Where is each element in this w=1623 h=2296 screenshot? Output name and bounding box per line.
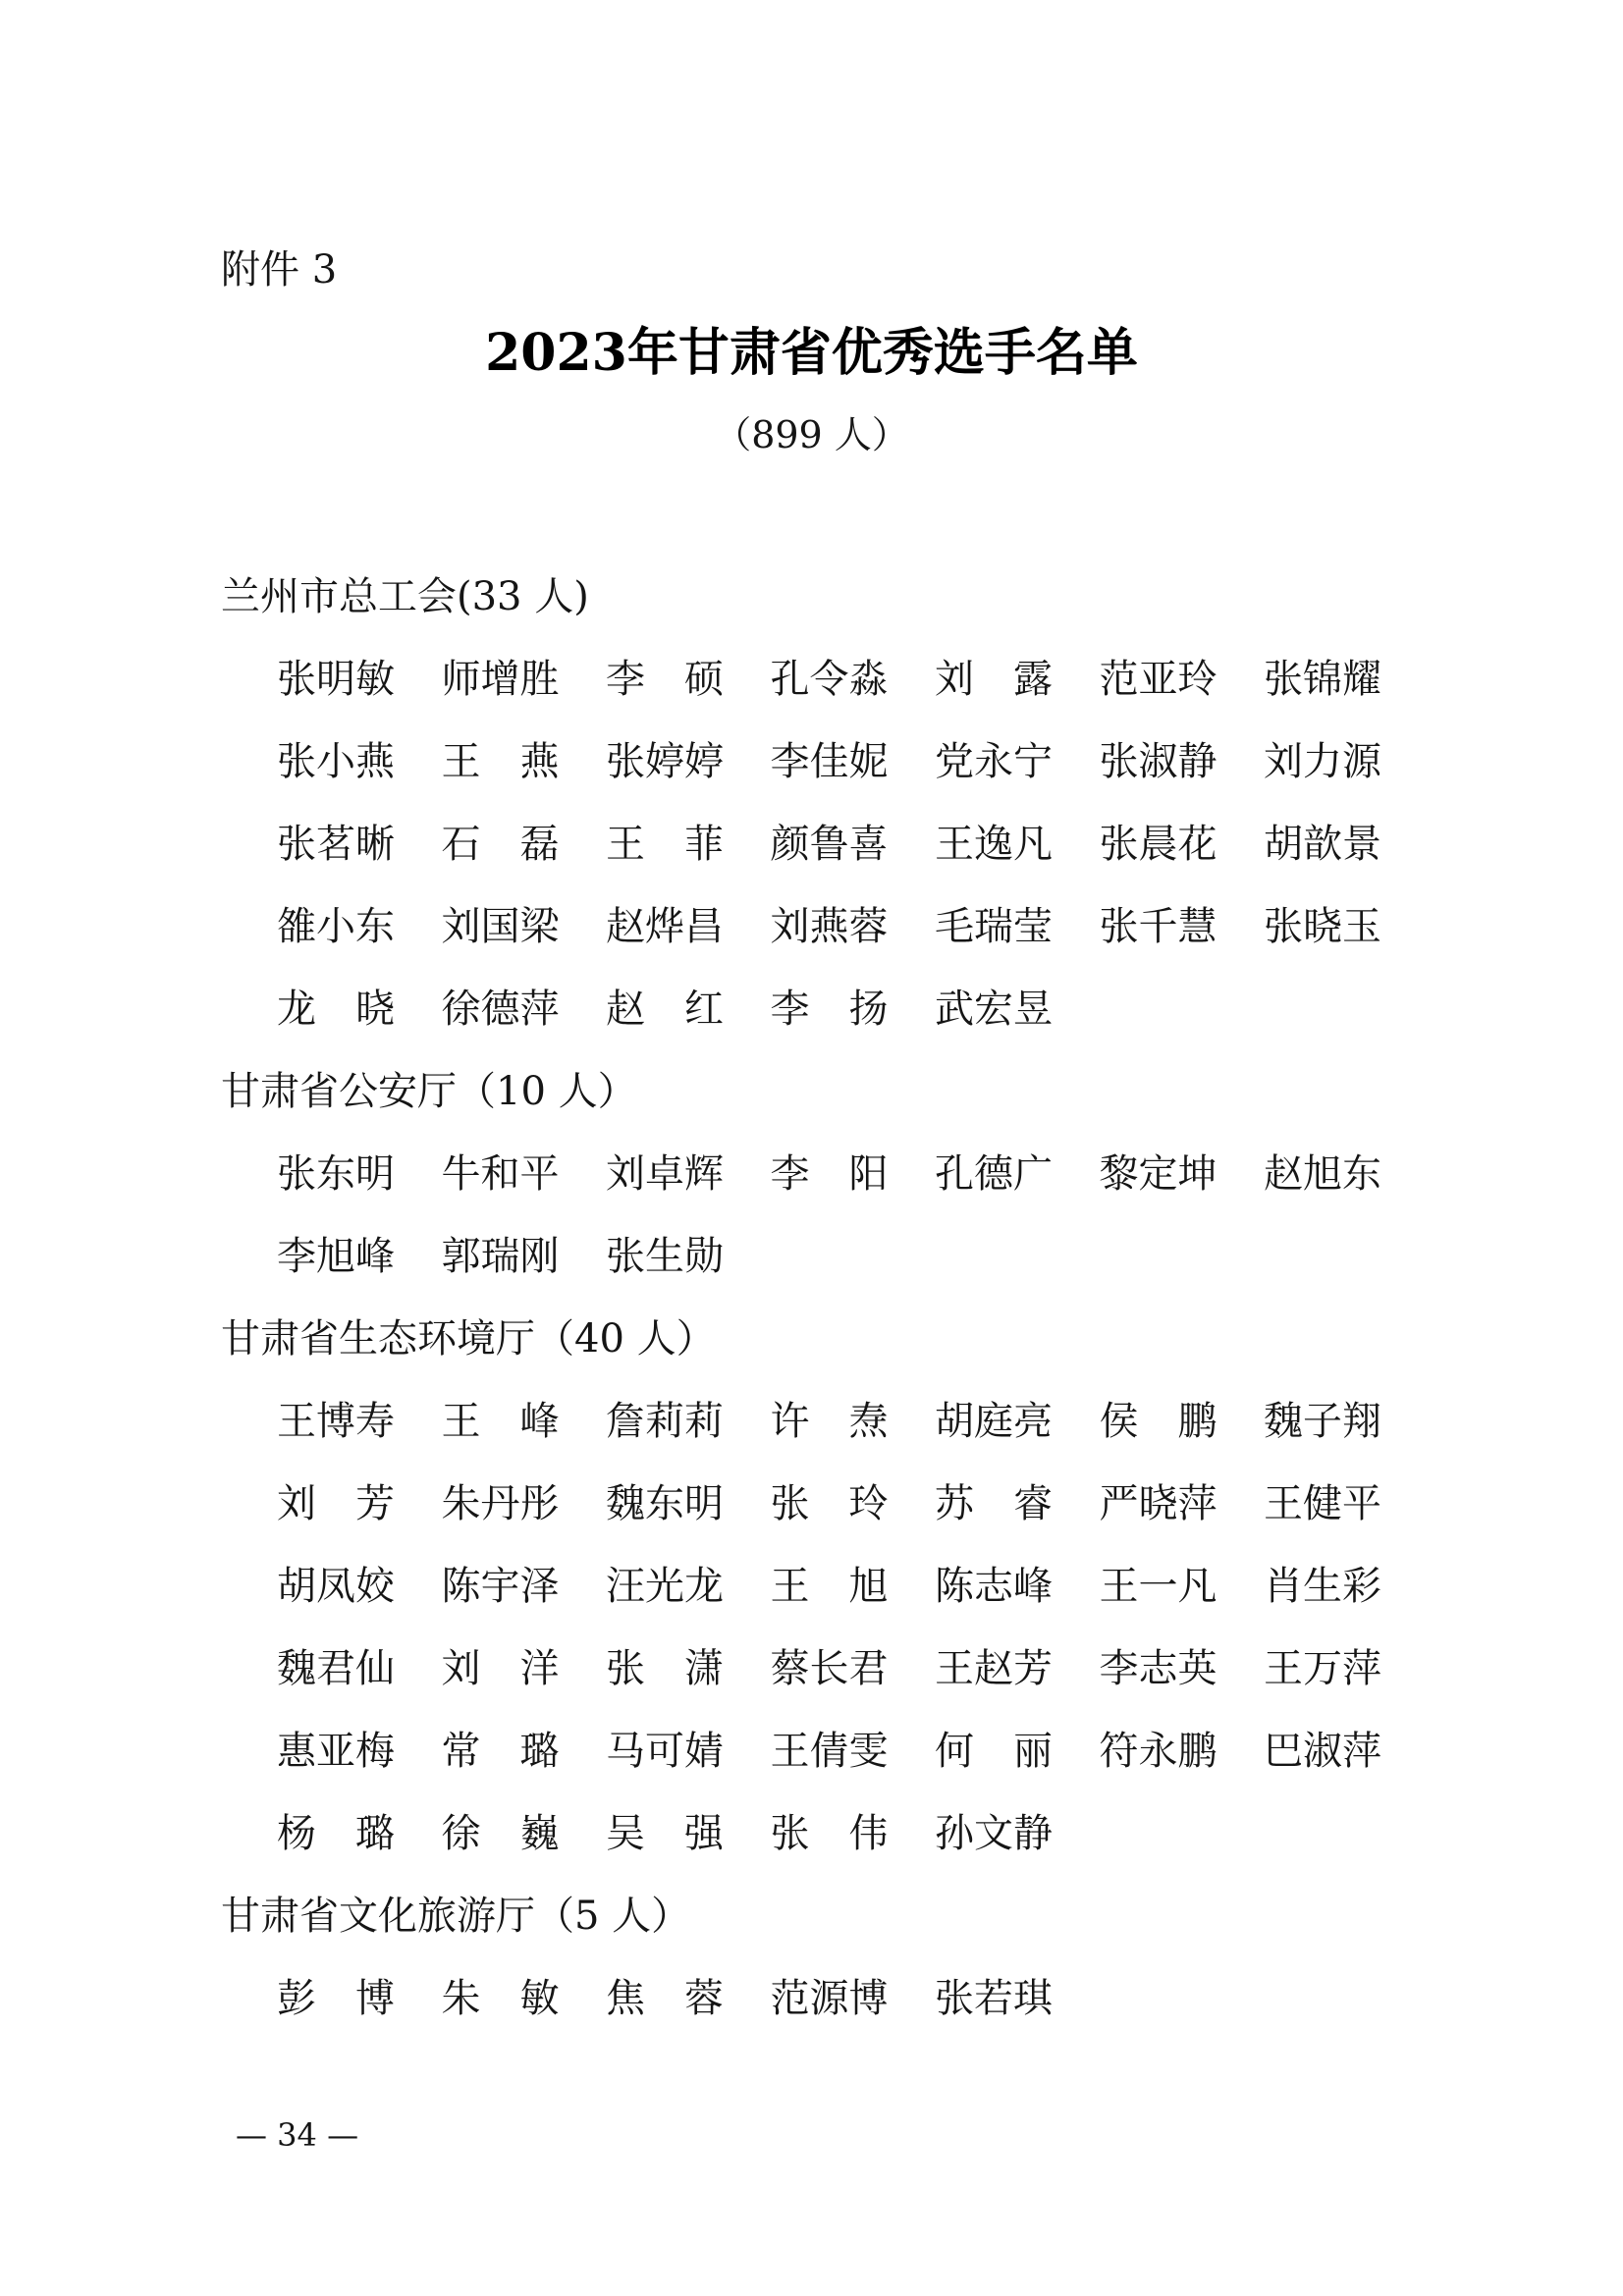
person-name: 孙文静 bbox=[935, 1811, 1053, 1856]
person-name: 胡歆景 bbox=[1264, 822, 1381, 867]
section-heading: 甘肃省公安厅（10 人） bbox=[221, 1069, 637, 1114]
person-name: 刘国梁 bbox=[441, 904, 560, 949]
person-name: 张 伟 bbox=[770, 1811, 889, 1856]
person-name: 马可婧 bbox=[606, 1729, 724, 1774]
person-name: 范源博 bbox=[770, 1976, 889, 2021]
person-name: 颜鲁喜 bbox=[770, 822, 889, 867]
person-name: 魏子翔 bbox=[1264, 1399, 1381, 1444]
person-name: 徐德萍 bbox=[441, 987, 560, 1032]
person-name: 李志英 bbox=[1099, 1646, 1217, 1691]
person-name: 孔令淼 bbox=[770, 657, 889, 702]
person-name: 武宏昱 bbox=[935, 987, 1053, 1032]
name-list bbox=[221, 556, 1497, 2040]
section-names bbox=[277, 1957, 1497, 2040]
person-name: 张锦耀 bbox=[1264, 657, 1381, 702]
person-name: 王万萍 bbox=[1264, 1646, 1381, 1691]
person-name: 杨 璐 bbox=[277, 1811, 395, 1856]
person-name: 李 阳 bbox=[770, 1151, 889, 1197]
person-name: 侯 鹏 bbox=[1099, 1399, 1217, 1444]
person-name: 巴淑萍 bbox=[1264, 1729, 1381, 1774]
person-name: 张晨花 bbox=[1099, 822, 1217, 867]
person-name: 王博寿 bbox=[277, 1399, 395, 1444]
person-name: 李佳妮 bbox=[770, 739, 889, 784]
person-name: 赵 红 bbox=[606, 987, 724, 1032]
person-name: 焦 蓉 bbox=[606, 1976, 724, 2021]
section-names bbox=[277, 1380, 1497, 1875]
person-name: 严晓萍 bbox=[1099, 1481, 1217, 1526]
person-name: 张千慧 bbox=[1099, 904, 1217, 949]
person-name: 王赵芳 bbox=[935, 1646, 1053, 1691]
person-name: 王 燕 bbox=[441, 739, 560, 784]
person-name: 李 扬 bbox=[770, 987, 889, 1032]
person-name: 王健平 bbox=[1264, 1481, 1381, 1526]
person-name: 张茗晰 bbox=[277, 822, 395, 867]
person-name: 王 峰 bbox=[441, 1399, 560, 1444]
person-name: 赵旭东 bbox=[1264, 1151, 1381, 1197]
person-name: 刘燕蓉 bbox=[770, 904, 889, 949]
person-name: 张婷婷 bbox=[606, 739, 724, 784]
person-name: 陈志峰 bbox=[935, 1564, 1053, 1609]
person-name: 赵烨昌 bbox=[606, 904, 724, 949]
person-name: 牛和平 bbox=[441, 1151, 560, 1197]
person-name: 张 玲 bbox=[770, 1481, 889, 1526]
person-name: 雒小东 bbox=[277, 904, 395, 949]
person-name: 张若琪 bbox=[935, 1976, 1053, 2021]
person-name: 张小燕 bbox=[277, 739, 395, 784]
person-name: 李旭峰 bbox=[277, 1234, 395, 1279]
person-name: 徐 巍 bbox=[441, 1811, 560, 1856]
person-name: 常 璐 bbox=[441, 1729, 560, 1774]
total-count: （899 人） bbox=[714, 413, 909, 456]
person-name: 魏东明 bbox=[606, 1481, 724, 1526]
person-name: 张东明 bbox=[277, 1151, 395, 1197]
person-name: 黎定坤 bbox=[1099, 1151, 1217, 1197]
section-names bbox=[277, 1133, 1497, 1298]
person-name: 何 丽 bbox=[935, 1729, 1053, 1774]
attachment-label: 附件 3 bbox=[221, 247, 338, 293]
person-name: 张晓玉 bbox=[1264, 904, 1381, 949]
person-name: 郭瑞刚 bbox=[441, 1234, 560, 1279]
person-name: 刘 露 bbox=[935, 657, 1053, 702]
person-name: 朱丹彤 bbox=[441, 1481, 560, 1526]
section-heading: 甘肃省文化旅游厅（5 人） bbox=[221, 1894, 691, 1939]
person-name: 石 磊 bbox=[441, 822, 560, 867]
person-name: 胡凤姣 bbox=[277, 1564, 395, 1609]
person-name: 张明敏 bbox=[277, 657, 395, 702]
person-name: 魏君仙 bbox=[277, 1646, 395, 1691]
person-name: 王 菲 bbox=[606, 822, 724, 867]
person-name: 师增胜 bbox=[441, 657, 560, 702]
person-name: 许 焘 bbox=[770, 1399, 889, 1444]
person-name: 彭 博 bbox=[277, 1976, 395, 2021]
person-name: 李 硕 bbox=[606, 657, 724, 702]
section-names bbox=[277, 638, 1497, 1050]
person-name: 刘 芳 bbox=[277, 1481, 395, 1526]
person-name: 朱 敏 bbox=[441, 1976, 560, 2021]
person-name: 符永鹏 bbox=[1099, 1729, 1217, 1774]
person-name: 龙 晓 bbox=[277, 987, 395, 1032]
person-name: 刘 洋 bbox=[441, 1646, 560, 1691]
person-name: 汪光龙 bbox=[606, 1564, 724, 1609]
person-name: 王逸凡 bbox=[935, 822, 1053, 867]
person-name: 张生勋 bbox=[606, 1234, 724, 1279]
person-name: 蔡长君 bbox=[770, 1646, 889, 1691]
person-name: 毛瑞莹 bbox=[935, 904, 1053, 949]
person-name: 王 旭 bbox=[770, 1564, 889, 1609]
person-name: 惠亚梅 bbox=[277, 1729, 395, 1774]
person-name: 张 潇 bbox=[606, 1646, 724, 1691]
person-name: 孔德广 bbox=[935, 1151, 1053, 1197]
person-name: 张淑静 bbox=[1099, 739, 1217, 784]
person-name: 王一凡 bbox=[1099, 1564, 1217, 1609]
person-name: 范亚玲 bbox=[1099, 657, 1217, 702]
person-name: 吴 强 bbox=[606, 1811, 724, 1856]
person-name: 陈宇泽 bbox=[441, 1564, 560, 1609]
person-name: 刘卓辉 bbox=[606, 1151, 724, 1197]
person-name: 詹莉莉 bbox=[606, 1399, 724, 1444]
person-name: 刘力源 bbox=[1264, 739, 1381, 784]
person-name: 苏 睿 bbox=[935, 1481, 1053, 1526]
person-name: 胡庭亮 bbox=[935, 1399, 1053, 1444]
page-title: 2023年甘肃省优秀选手名单 bbox=[485, 323, 1138, 383]
section-heading: 兰州市总工会(33 人) bbox=[221, 574, 589, 619]
person-name: 王倩雯 bbox=[770, 1729, 889, 1774]
person-name: 党永宁 bbox=[935, 739, 1053, 784]
page-number: — 34 — bbox=[236, 2116, 359, 2154]
section-heading: 甘肃省生态环境厅（40 人） bbox=[221, 1316, 716, 1362]
person-name: 肖生彩 bbox=[1264, 1564, 1381, 1609]
